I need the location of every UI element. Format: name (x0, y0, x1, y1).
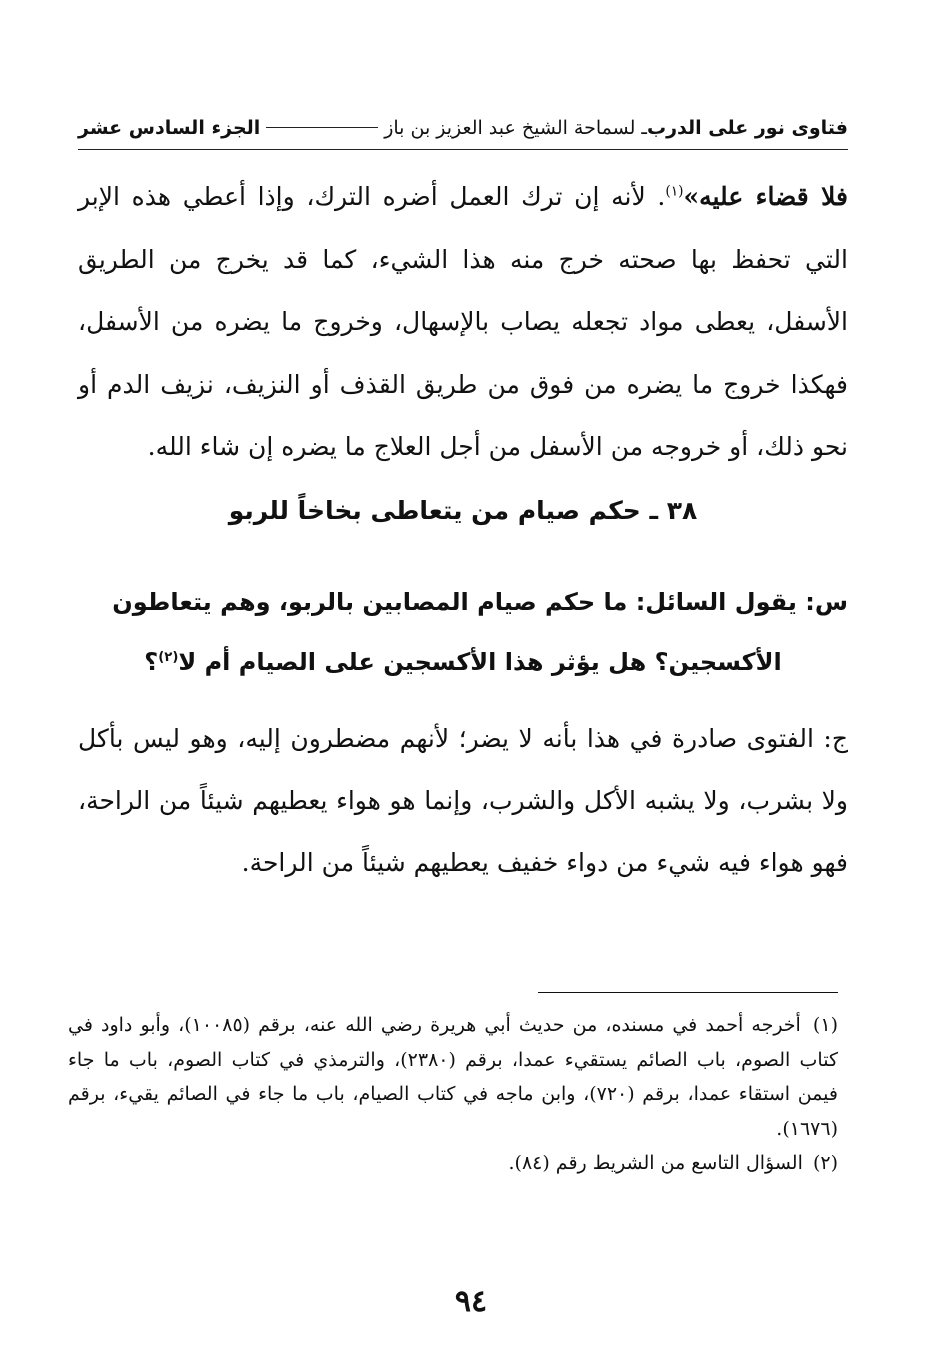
question-line-2-wrap (78, 632, 848, 692)
question-line-2: الأكسجين؟ هل يؤثر هذا الأكسجين على الصيام أم لا (178, 648, 782, 676)
footnote-mark-2: (٢) (158, 650, 179, 665)
footnotes (68, 1008, 838, 1181)
footnote-2-text: السؤال التاسع من الشريط رقم (٨٤). (508, 1152, 803, 1174)
footnote-mark-1: (١) (665, 183, 684, 200)
header-rule (266, 127, 378, 128)
question-block (78, 572, 848, 692)
footnote-1 (68, 1008, 838, 1146)
footnote-1-text: أخرجه أحمد في مسنده، من حديث أبي هريرة رضي الله عنه، برقم (١٠٠٨٥)، وأبو داود في كتاب الصوم، باب الصائم يستقيء عمدا، برقم (٢٣٨٠)، والترمذي في كتاب الصوم، باب ما جاء فيمن استقاء عمدا، برقم (٧٢٠)، وابن ماجه في كتاب الصيام، باب ما جاء في الصائم يقيء، برقم (١٦٧٦). (68, 1014, 838, 1140)
footnote-2 (68, 1146, 838, 1181)
paragraph-1-lead: فلا قضاء عليه» (683, 182, 848, 211)
footnote-1-number: (١) (812, 1014, 838, 1036)
section-title: ٣٨ ـ حكم صيام من يتعاطى بخاخاً للربو (228, 496, 698, 525)
paragraph-1-text: . لأنه إن ترك العمل أضره الترك، وإذا أعطي هذه الإبر التي تحفظ بها صحته خرج منه هذا الشيء، كما قد يخرج من الطريق الأسفل، يعطى مواد تجعله يصاب بالإسهال، وخروج ما يضره من الأسفل، فهكذا خروج ما يضره من فوق من طريق القذف أو النزيف، نزيف الدم أو نحو ذلك، أو خروجه من الأسفل من أجل العلاج ما يضره إن شاء الله. (78, 182, 848, 461)
footnote-separator (538, 992, 838, 993)
header-author: ـ لسماحة الشيخ عبد العزيز بن باز (384, 116, 647, 139)
page-number: ٩٤ (454, 1284, 488, 1319)
header-book-title: فتاوى نور على الدرب (647, 116, 848, 139)
running-header (78, 106, 848, 150)
paragraph-1 (78, 166, 848, 479)
header-volume: الجزء السادس عشر (78, 116, 261, 139)
question-end: ؟ (144, 648, 159, 676)
answer-paragraph: ج: الفتوى صادرة في هذا بأنه لا يضر؛ لأنهم مضطرون إليه، وهو ليس بأكل ولا بشرب، ولا يشبه الأكل والشرب، وإنما هو هواء يعطيهم شيئاً من الراحة، فهو هواء فيه شيء من دواء خفيف يعطيهم شيئاً من الراحة. (78, 724, 848, 877)
footnote-2-number: (٢) (812, 1152, 838, 1174)
question-line-1: س: يقول السائل: ما حكم صيام المصابين بالربو، وهم يتعاطون (112, 588, 848, 616)
